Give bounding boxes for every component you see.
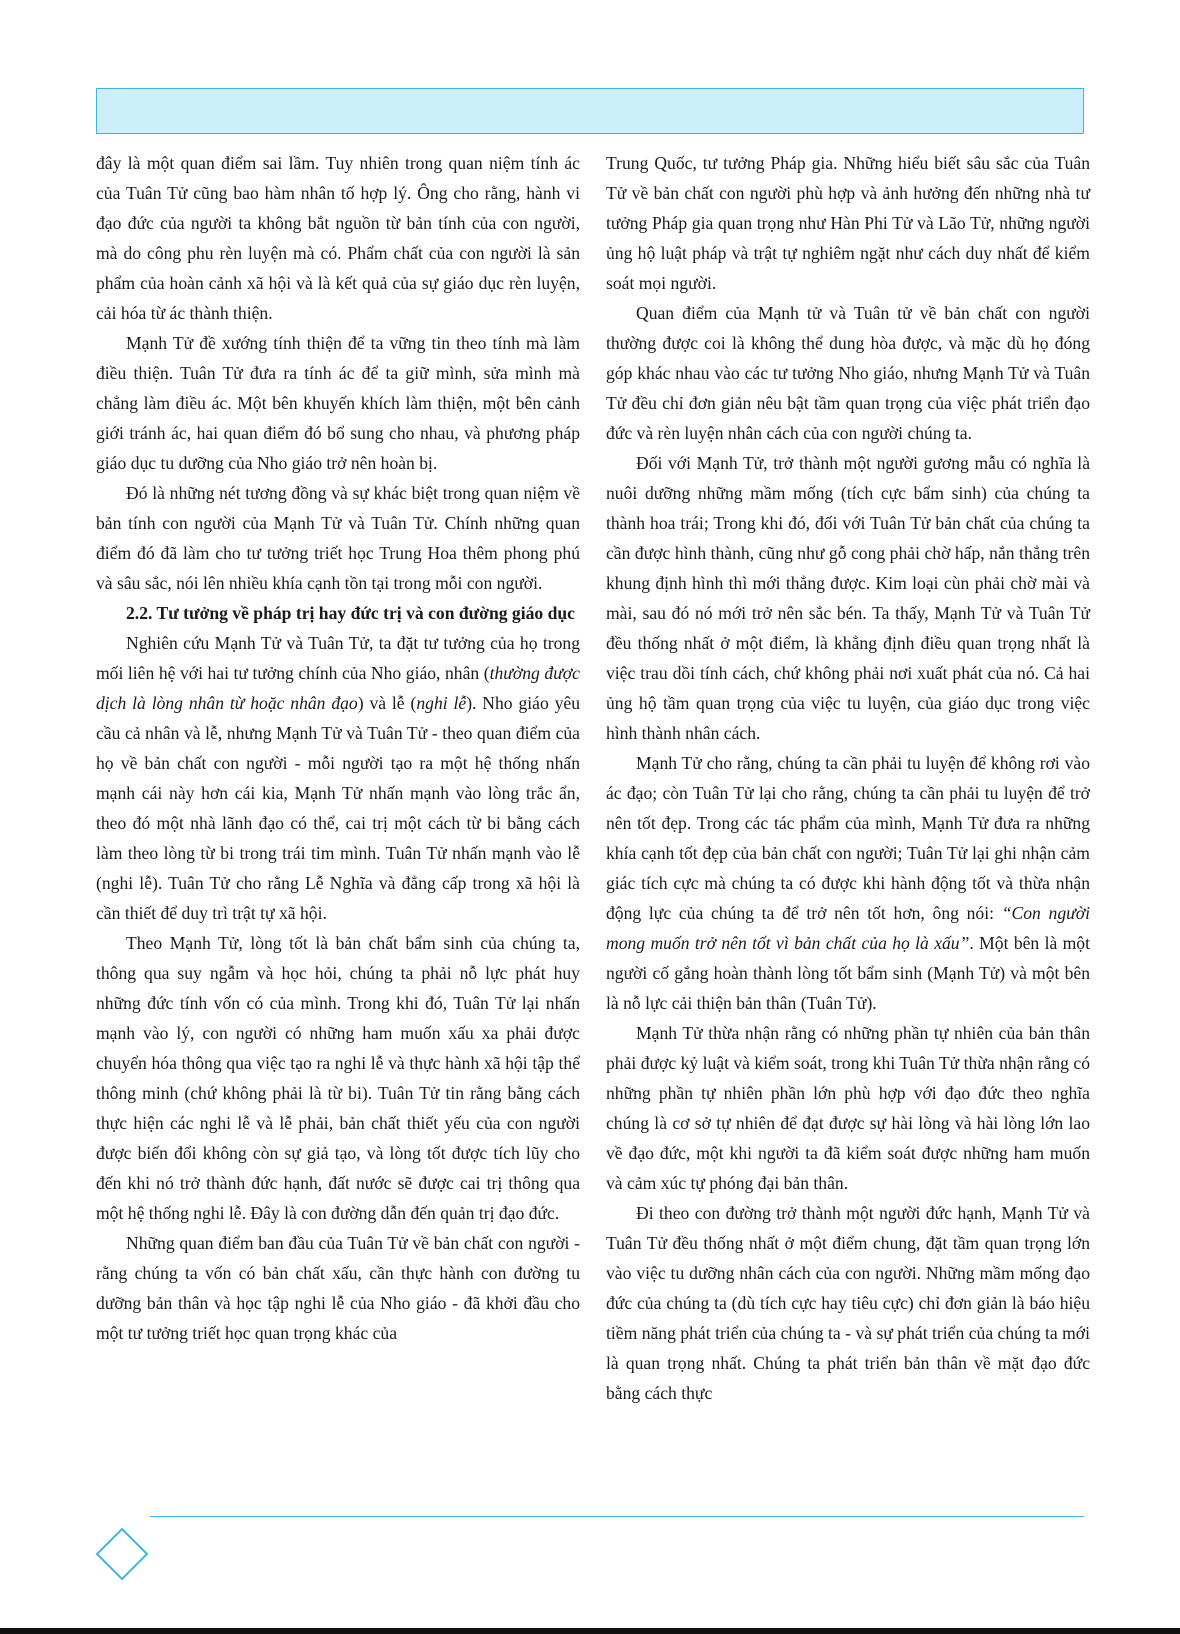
text-run: ). Nho giáo yêu cầu cả nhân và lễ, nhưng Mạnh Tử và Tuân Tử - theo quan điểm của họ về bản chất con người - mỗi người tạo ra một hệ thống nhấn mạnh cái này hơn cái kia, Mạnh Tử nhấn mạnh vào lòng trắc ẩn, theo đó một nhà lãnh đạo có thể, cai trị một cách từ bi bằng cách làm theo lòng từ bi trong trái tim mình. Tuân Tử nhấn mạnh vào lễ (nghi lễ). Tuân Tử cho rằng Lễ Nghĩa và đẳng cấp trong xã hội là cần thiết để duy trì trật tự xã hội. [96,693,581,923]
text-run: Nghiên cứu Mạnh Tử và Tuân Tử, ta đặt tư tưởng của họ trong mối liên hệ với hai tư tưởng chính của Nho giáo, nhân ( [96,633,580,683]
paragraph [96,628,580,928]
text-run: Mạnh Tử cho rằng, chúng ta cần phải tu luyện để không rơi vào ác đạo; còn Tuân Tử lại cho rằng, chúng ta cần phải tu luyện để trở nên tốt đẹp. Trong các tác phẩm của mình, Mạnh Tử đưa ra những khía cạnh tốt đẹp của bản chất con người; Tuân Tử lại ghi nhận cảm giác tích cực mà chúng ta có được khi hành động tốt và thừa nhận động lực của chúng ta để trở nên tốt hơn, ông nói: [606,753,1090,923]
header-band [96,88,1084,134]
italic-text: nghi lễ [416,693,467,713]
paragraph: Quan điểm của Mạnh tử và Tuân tử về bản chất con người thường được coi là không thể dung hòa được, và mặc dù họ đóng góp khác nhau vào các tư tưởng Nho giáo, nhưng Mạnh Tử và Tuân Tử đều chỉ đơn giản nêu bật tầm quan trọng của việc phát triển đạo đức và rèn luyện nhân cách của con người chúng ta. [606,303,1090,443]
italic-text: thường được dịch là lòng nhân từ hoặc nhân đạo [96,663,580,713]
paragraph [606,748,1090,1018]
paragraph: Đi theo con đường trở thành một người đức hạnh, Mạnh Tử và Tuân Tử đều thống nhất ở một điểm chung, đặt tầm quan trọng lớn vào việc tu dưỡng nhân cách của con người. Những mầm mống đạo đức của chúng ta (dù tích cực hay tiêu cực) chỉ đơn giản là báo hiệu tiềm năng phát triển của chúng ta - và sự phát triển của chúng ta mới là quan trọng nhất. Chúng ta phát triển bản thân về mặt đạo đức bằng cách thực [606,1203,1090,1403]
left-column [96,148,580,1348]
paragraph: đây là một quan điểm sai lầm. Tuy nhiên trong quan niệm tính ác của Tuân Tử cũng bao hàm nhân tố hợp lý. Ông cho rằng, hành vi đạo đức của người ta không bắt nguồn từ bản tính của con người, mà do công phu rèn luyện mà có. Phẩm chất của con người là sản phẩm của hoàn cảnh xã hội và là kết quả của sự giáo dục rèn luyện, cải hóa từ ác thành thiện. [96,153,580,323]
scan-edge [0,1628,1180,1634]
footer-rule [150,1516,1084,1517]
paragraph: Theo Mạnh Tử, lòng tốt là bản chất bẩm sinh của chúng ta, thông qua suy ngẫm và học hỏi, chúng ta phải nỗ lực phát huy những đức tính vốn có của mình. Trong khi đó, Tuân Tử lại nhấn mạnh vào lý, con người có những ham muốn xấu xa phải được chuyển hóa thông qua việc tạo ra nghi lễ và thực hành xã hội tập thể thông minh (chứ không phải là từ bi). Tuân Tử tin rằng bằng cách thực hiện các nghi lễ và lễ phải, bản chất thiết yếu của con người được biến đổi không còn sự giả tạo, và lòng tốt được tích lũy cho đến khi nó trở thành đức hạnh, đất nước sẽ được cai trị thông qua một hệ thống nghi lễ. Đây là con đường dẫn đến quản trị đạo đức. [96,933,580,1223]
paragraph: Đó là những nét tương đồng và sự khác biệt trong quan niệm về bản tính con người của Mạnh Tử và Tuân Tử. Chính những quan điểm đó đã làm cho tư tưởng triết học Trung Hoa thêm phong phú và sâu sắc, nói lên nhiều khía cạnh tồn tại trong mỗi con người. [96,483,580,593]
diamond-outline-icon [95,1527,149,1581]
paragraph: Trung Quốc, tư tưởng Pháp gia. Những hiểu biết sâu sắc của Tuân Tử về bản chất con người phù hợp và ảnh hưởng đến những nhà tư tưởng Pháp gia quan trọng như Hàn Phi Tử và Lão Tử, những người ủng hộ luật pháp và trật tự nghiêm ngặt như cách duy nhất để kiểm soát mọi người. [606,153,1090,293]
paragraph: Mạnh Tử đề xướng tính thiện để ta vững tin theo tính mà làm điều thiện. Tuân Tử đưa ra tính ác để ta giữ mình, sửa mình mà chẳng làm điều ác. Một bên khuyến khích làm thiện, một bên cảnh giới tránh ác, hai quan điểm đó bổ sung cho nhau, và phương pháp giáo dục tu dưỡng của Nho giáo trở nên hoàn bị. [96,333,580,473]
paragraph: Đối với Mạnh Tử, trở thành một người gương mẫu có nghĩa là nuôi dưỡng những mầm mống (tích cực bẩm sinh) của chúng ta thành hoa trái; Trong khi đó, đối với Tuân Tử bản chất của chúng ta cần được hình thành, cũng như gỗ cong phải chờ hấp, nắn thẳng trên khung định hình thì mới thẳng được. Kim loại cùn phải chờ mài và mài, sau đó nó mới trở nên sắc bén. Ta thấy, Mạnh Tử và Tuân Tử đều thống nhất ở một điểm, là khẳng định điều quan trọng nhất là việc trau dồi tính cách, chứ không phải nơi xuất phát của nó. Cả hai ủng hộ tầm quan trọng của việc tu luyện, của giáo dục trong việc hình thành nhân cách. [606,453,1090,743]
right-column [606,148,1090,1408]
section-heading: 2.2. Tư tưởng về pháp trị hay đức trị và con đường giáo dục [126,603,575,623]
italic-quote: “Con người mong muốn trở nên tốt vì bản chất của họ là xấu” [606,903,1091,953]
text-run: ) và lễ ( [357,693,417,713]
text-run: . Một bên là một người cố gắng hoàn thành lòng tốt bẩm sinh (Mạnh Tử) và một bên là nỗ lực cải thiện bản thân (Tuân Tử). [606,933,1090,1013]
paragraph: Mạnh Tử thừa nhận rằng có những phần tự nhiên của bản thân phải được kỷ luật và kiểm soát, trong khi Tuân Tử thừa nhận rằng có những phần tự nhiên phần lớn phù hợp với đạo đức theo nghĩa chúng là cơ sở tự nhiên để đạt được sự hài lòng và hài lòng lớn lao về đạo đức, một khi người ta đã kiểm soát được những ham muốn và cảm xúc tự phóng đại bản thân. [606,1023,1090,1193]
paragraph: Những quan điểm ban đầu của Tuân Tử về bản chất con người - rằng chúng ta vốn có bản chất xấu, cần thực hành con đường tu dưỡng bản thân và học tập nghi lễ của Nho giáo - đã khởi đầu cho một tư tưởng triết học quan trọng khác của [96,1233,580,1343]
